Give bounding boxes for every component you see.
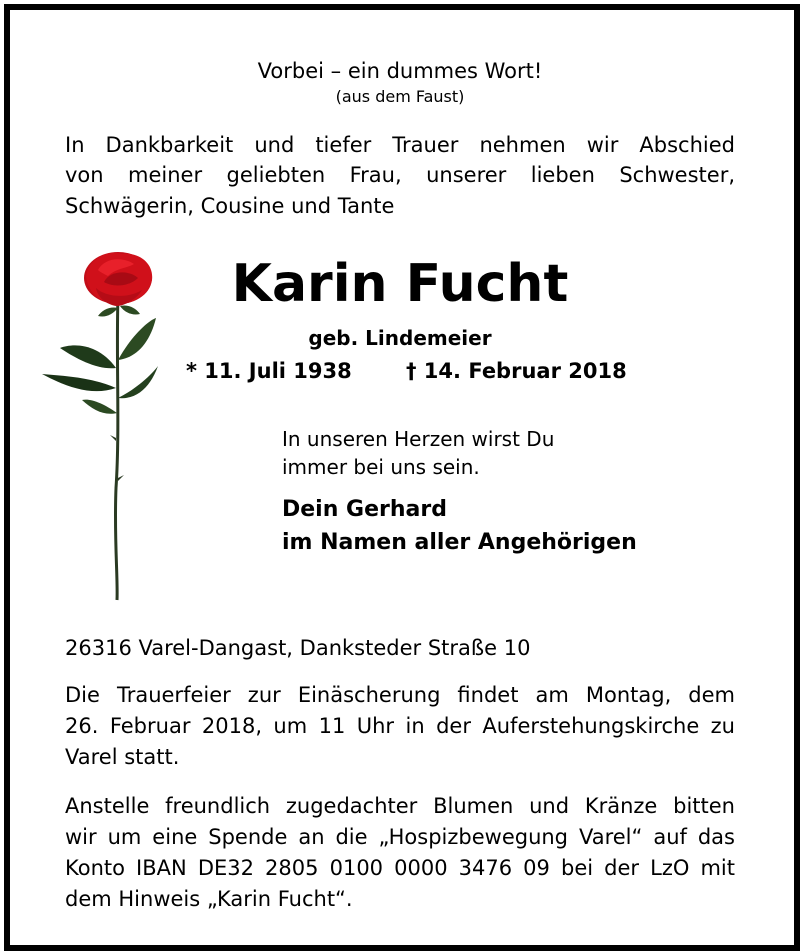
deceased-name: Karin Fucht <box>231 254 569 314</box>
birth-date: * 11. Juli 1938 <box>186 359 352 383</box>
donation-line-3: Konto IBAN DE32 2805 0100 0000 3476 09 bei der LzO mit <box>65 856 735 880</box>
ceremony-line-1: Die Trauerfeier zur Einäscherung findet am Montag, dem <box>65 683 735 707</box>
ceremony-line-3: Varel statt. <box>65 745 180 769</box>
intro-line-3: Schwägerin, Cousine und Tante <box>65 194 395 218</box>
verse-line-2: immer bei uns sein. <box>282 455 480 479</box>
donation-line-1: Anstelle freundlich zugedachter Blumen und Kränze bitten <box>65 794 735 818</box>
signature-line-2: im Namen aller Angehörigen <box>282 530 637 555</box>
donation-line-2: wir um eine Spende an die „Hospizbewegung Varel“ auf das <box>65 825 735 849</box>
maiden-name: geb. Lindemeier <box>308 326 492 350</box>
quote-source: (aus dem Faust) <box>335 87 465 106</box>
ceremony-line-2: 26. Februar 2018, um 11 Uhr in der Auferstehungskirche zu <box>65 714 735 738</box>
signature-line-1: Dein Gerhard <box>282 497 447 522</box>
intro-line-1: In Dankbarkeit und tiefer Trauer nehmen wir Abschied <box>65 133 735 157</box>
donation-line-4: dem Hinweis „Karin Fucht“. <box>65 887 353 911</box>
rose-image <box>38 248 168 604</box>
death-date: † 14. Februar 2018 <box>406 359 627 383</box>
verse-line-1: In unseren Herzen wirst Du <box>282 427 555 451</box>
intro-line-2: von meiner geliebten Frau, unserer lieben Schwester, <box>65 163 735 187</box>
address: 26316 Varel-Dangast, Danksteder Straße 10 <box>65 636 531 660</box>
quote-text: Vorbei – ein dummes Wort! <box>257 59 543 83</box>
